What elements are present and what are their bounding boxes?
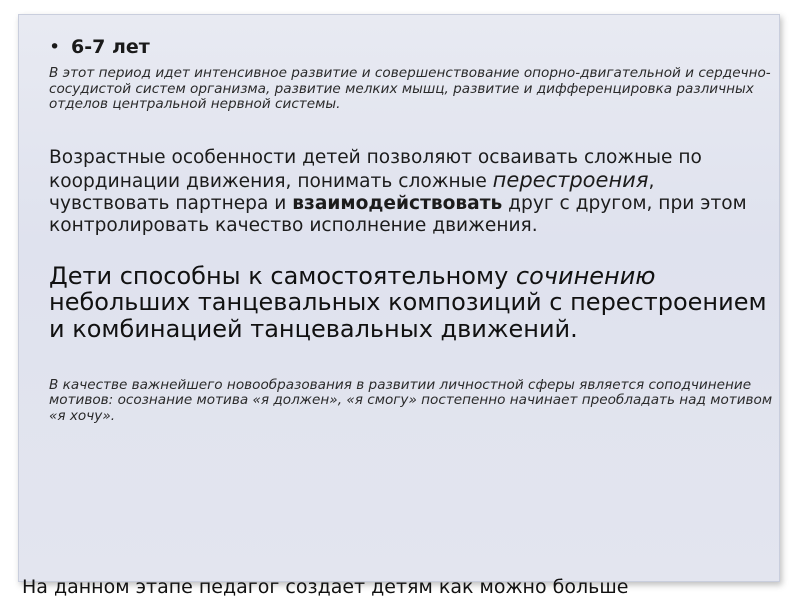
cut-off-line: На данном этапе педагог создает детям как можно больше [22, 576, 629, 598]
age-features-paragraph [49, 147, 777, 237]
children-ability-text-1: Дети способны к самостоятельному [49, 261, 516, 290]
motives-paragraph: В качестве важнейшего новообразования в развитии личностной сферы является соподчинение мотивов: осознание мотива «я должен», «я смогу» постепенно начинает преобладать над мотивом «я хочу». [49, 376, 773, 424]
text-panel [18, 14, 780, 582]
age-features-emphasis: перестроения [492, 168, 649, 193]
children-ability-text-2: небольших танцевальных композиций с перестроением и комбинацией танцевальных движений. [49, 288, 767, 343]
content-area [49, 37, 777, 424]
age-features-strong: взаимодействовать [292, 193, 503, 215]
age-features-text-2: , чувствовать партнера и [49, 171, 655, 215]
development-paragraph: В этот период идет интенсивное развитие и совершенствование опорно-двигательной и сердечно-сосудистой систем организма, развитие мелких мышц, развитие и дифференцировка различных отделов центральной нервной системы. [49, 65, 771, 113]
age-features-text-1: Возрастные особенности детей позволяют осваивать сложные по координации движения, понимать сложные [49, 146, 702, 193]
age-heading-text: 6-7 лет [71, 36, 150, 58]
children-ability-paragraph [49, 263, 777, 342]
bullet-icon: • [49, 36, 61, 58]
children-ability-emphasis: сочинению [515, 261, 656, 290]
age-heading [49, 37, 777, 58]
age-features-text-3: друг с другом, при этом контролировать качество исполнение движения. [49, 193, 747, 236]
